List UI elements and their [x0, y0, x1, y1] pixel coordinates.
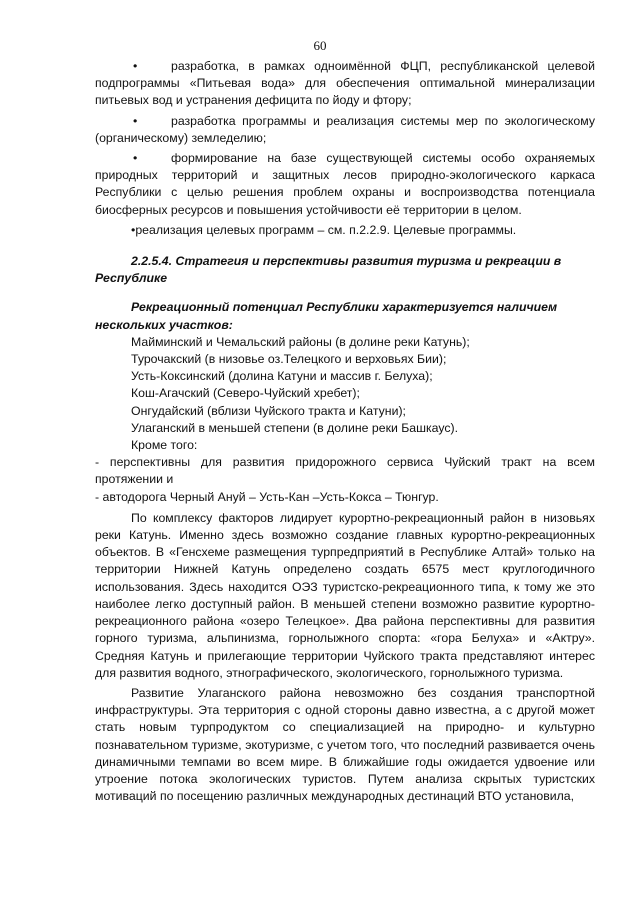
body-paragraph: По комплексу факторов лидирует курортно-рекреационный район в низовьях реки Катунь. Именно здесь возможно создание главных курортно-рекреационных объектов. В «Генсхеме размещения турпредприятий в Республике Алтай» только на территории Нижней Катунь определено создать 6575 мест круглогодичного использования. Здесь находится ОЭЗ туристско-рекреационного типа, к тому же это наиболее легко доступный район. В меньшей степени возможно развитие курортно-рекреационного района «озеро Телецкое». Два района перспективны для развития горного туризма, альпинизма, горнолыжного спорта: «гора Белуха» и «Актру». Средняя Катунь и прилегающие территории Чуйского тракта представляют интерес для развития водного, этнографического, экологического, горнолыжного туризма.	[95, 510, 595, 680]
dash-item: - автодорога Черный Ануй – Усть-Кан –Усть-Кокса – Тюнгур.	[95, 489, 439, 504]
bullet-text: разработка, в рамках одноимённой ФЦП, республиканской целевой подпрограммы «Питьевая вода» для обеспечения оптимальной минерализации питьевых вод и устранения дефицита по йоду и фтору;	[95, 59, 595, 108]
area-item: Майминский и Чемальский районы (в долине реки Катунь);	[131, 334, 470, 349]
section-heading: 2.2.5.4. Стратегия и перспективы развития туризма и рекреации в Республике	[95, 254, 562, 286]
area-item: Кош-Агачский (Северо-Чуйский хребет);	[131, 386, 360, 401]
bullet-dot: •	[133, 113, 138, 128]
bullet-dot: •	[133, 151, 138, 166]
dash-item: - перспективны для развития придорожного сервиса Чуйский тракт на всем протяжении и	[95, 455, 595, 487]
bullet-text: формирование на базе существующей системы особо охраняемых природных территорий и защитных лесов природно-экологического каркаса Республики с целью решения проблем охраны и воспроизводства потенциала биосферных ресурсов и повышения устойчивости её территории в целом.	[95, 151, 595, 217]
bullet-text: разработка программы и реализация системы мер по экологическому (органическому) земледелию;	[95, 113, 595, 145]
area-item: Улаганский в меньшей степени (в долине реки Башкаус).	[131, 420, 459, 435]
area-item: Онгудайский (вблизи Чуйского тракта и Катуни);	[131, 403, 406, 418]
bullet-item	[95, 222, 595, 239]
bullet-text: реализация целевых программ – см. п.2.2.9. Целевые программы.	[135, 222, 517, 237]
bullet-dot: •	[131, 222, 136, 237]
bullet-item	[95, 58, 595, 110]
body-paragraph: Развитие Улаганского района невозможно без создания транспортной инфраструктуры. Эта территория с одной стороны давно известна, а с другой может стать новым турпродуктом со специализацией на природно- и культурно познавательном туризме, экотуризме, с учетом того, что последний развивается очень динамичными темпами во всем мире. В ближайшие годы ожидается удвоение или утроение потока экологических туристов. Путем анализа скрытых туристских мотиваций по посещению различных международных дестинаций ВТО установила,	[95, 685, 595, 804]
page-number: 60	[313, 38, 327, 53]
bullet-item	[95, 113, 595, 147]
document-body	[95, 58, 595, 805]
bullet-dot: •	[133, 59, 138, 73]
besides-line: Кроме того:	[131, 438, 198, 453]
lead-paragraph: Рекреационный потенциал Республики характеризуется наличием нескольких участков:	[95, 300, 558, 332]
area-item: Усть-Коксинский (долина Катуни и массив г. Белуха);	[131, 369, 433, 384]
bullet-item	[95, 150, 595, 219]
area-item: Турочакский (в низовье оз.Телецкого и верховьях Бии);	[131, 352, 447, 367]
